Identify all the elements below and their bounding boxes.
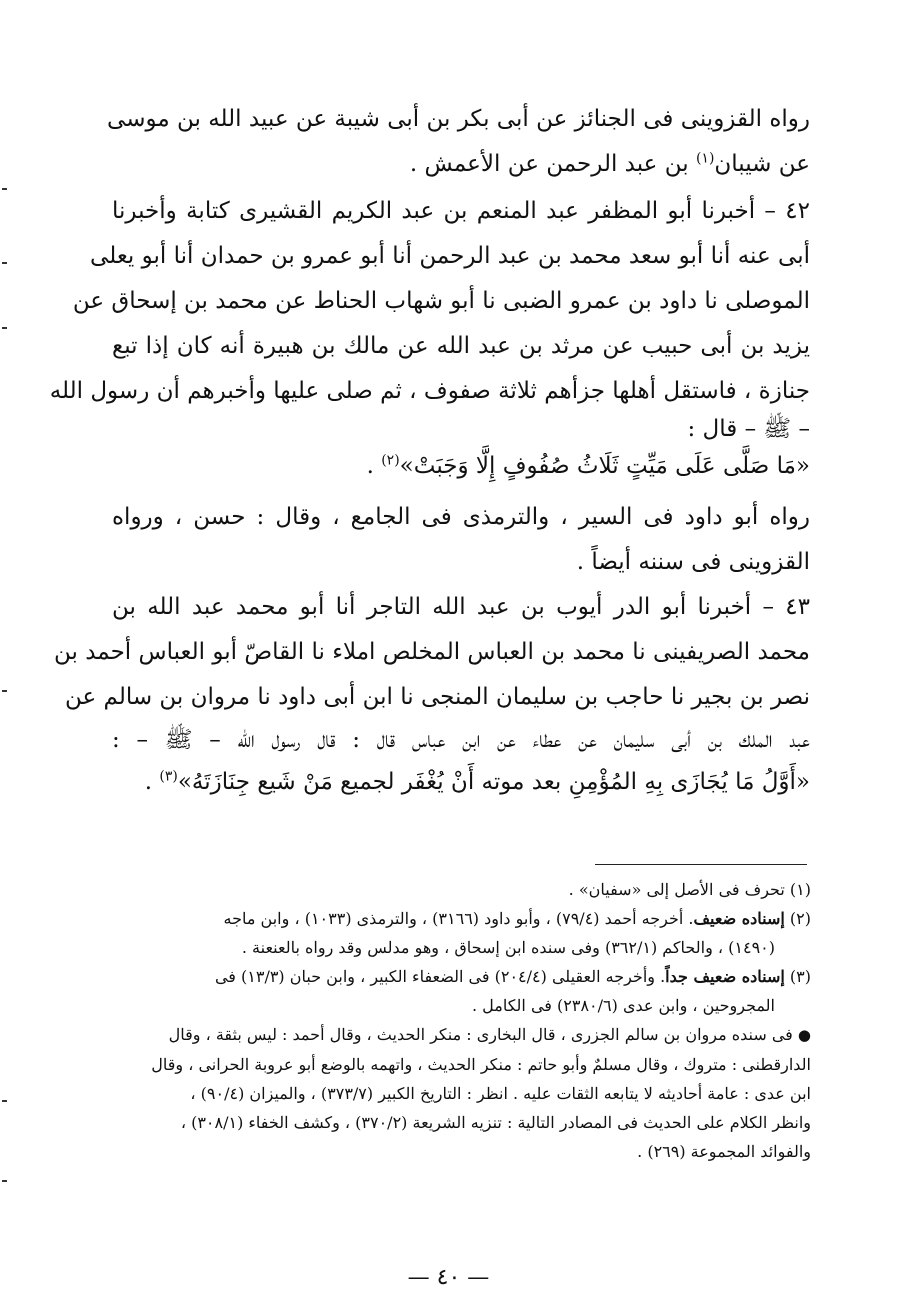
text-span: فى سنده مروان بن سالم الجزرى ، قال البخارى : منكر الحديث ، وقال أحمد : ليس بثقة ، وقال (168, 1025, 798, 1044)
text-line: نصر بن بجير نا حاجب بن سليمان المنجى نا ابن أبى داود نا مروان بن سالم عن (64, 684, 810, 710)
text-span: . أخرجه أحمد (٧٩/٤) ، وأبو داود (٣١٦٦) ، والترمذى (١٠٣٣) ، وابن ماجه (223, 909, 694, 928)
note-line: والفوائد المجموعة (٢٦٩) . (637, 1142, 811, 1161)
text-line: جنازة ، فاستقل أهلها جزأهم ثلاثة صفوف ، ثم صلى عليها وأخبرهم أن رسول الله (49, 378, 810, 404)
hadith-42 (49, 189, 810, 489)
note-line: الدارقطنى : متروك ، وقال مسلمٌ وأبو حاتم : منكر الحديث ، واتهمه بالوضع أبو عروبة الحرانى ، وقال (151, 1055, 811, 1074)
note-line: وانظر الكلام على الحديث فى المصادر التالية : تنزيه الشريعة (٣٧٠/٢) ، وكشف الخفاء (٣٠٨/١) ، (180, 1113, 811, 1132)
margin-mark (2, 690, 7, 692)
text-line: أبى عنه أنا أبو سعد محمد بن عبد الرحمن أنا أبو عمرو بن حمدان أنا أبو يعلى (90, 243, 810, 269)
grading-label: إسناده ضعيف (693, 909, 785, 928)
text-line: القزوينى فى سننه أيضاً . (576, 549, 810, 575)
footnote-number: (٢) (789, 909, 811, 928)
margin-mark (2, 1100, 7, 1102)
hadith-text (112, 760, 810, 805)
text-span: بن عبد الرحمن عن الأعمش . (409, 151, 696, 177)
page-number: — ٤٠ — (407, 1265, 490, 1290)
text-span: . (144, 769, 160, 795)
note-line: ابن عدى : عامة أحاديثه لا يتابعه الثقات عليه . انظر : التاريخ الكبير (٣٧٣/٧) ، والميزان (٩٠/٤) ، (190, 1084, 811, 1103)
hadith-quote: «مَا صَلَّى عَلَى مَيِّتٍ ثَلَاثُ صُفُوفٍ إِلَّا وَجَبَتْ» (399, 453, 810, 479)
text-line: – ﷺ – قال : (687, 416, 810, 442)
footnote-separator (595, 864, 807, 865)
paragraph-1 (107, 97, 810, 187)
bullet-icon: ● (797, 1026, 811, 1044)
footnote-1: (١) تحرف فى الأصل إلى «سفيان» . (568, 880, 811, 899)
footnotes (104, 875, 811, 1166)
text-line: الموصلى نا داود بن عمرو الضبى نا أبو شهاب الحناط عن محمد بن إسحاق عن (72, 288, 810, 314)
text-line: عبد الملك بن أبى سليمان عن عطاء عن ابن عباس قال : قال رسول الله – ﷺ – : (112, 727, 810, 753)
text-line: رواه أبو داود فى السير ، والترمذى فى الجامع ، وقال : حسن ، ورواه (112, 504, 810, 530)
footnote-2 (104, 904, 811, 933)
footnote-ref: (١) (695, 150, 715, 167)
grading-label: إسناده ضعيف جداً (665, 967, 785, 986)
text-line: ٤٢ – أخبرنا أبو المظفر عبد المنعم بن عبد الكريم القشيرى كتابة وأخبرنا (112, 198, 810, 224)
hadith-quote: «أَوَّلُ مَا يُجَازَى بِهِ المُؤْمِنِ بعد موته أَنْ يُغْفَر لجميع مَنْ شَيع جِنَازَتَهُ» (177, 769, 810, 795)
footnote-number: (٣) (789, 967, 811, 986)
margin-mark (2, 262, 7, 264)
text-line (112, 142, 810, 187)
text-line: رواه القزوينى فى الجنائز عن أبى بكر بن أبى شيبة عن عبيد الله بن موسى (107, 106, 810, 132)
margin-mark (2, 1180, 7, 1182)
footnote-ref: (٢) (381, 452, 400, 469)
footnote-3 (104, 962, 811, 991)
text-span: عن شيبان (714, 151, 810, 177)
text-span: . (366, 453, 382, 479)
text-line: ٤٣ – أخبرنا أبو الدر أيوب بن عبد الله التاجر أنا أبو محمد عبد الله بن (112, 594, 810, 620)
text-line: محمد الصريفينى نا محمد بن العباس المخلص املاء نا القاصّ أبو العباس أحمد بن (54, 639, 810, 665)
paragraph-3 (112, 495, 810, 585)
note-line (104, 1020, 811, 1050)
footnote-ref: (٣) (159, 768, 178, 785)
hadith-text (112, 444, 810, 489)
footnote-2-cont: (١٤٩٠) ، والحاكم (٣٦٢/١) وفى سنده ابن إسحاق ، وهو مدلس وقد رواه بالعنعنة . (241, 938, 775, 957)
hadith-43 (54, 585, 810, 805)
footnote-3-cont: المجروحين ، وابن عدى (٢٣٨٠/٦) فى الكامل . (471, 996, 775, 1015)
margin-mark (2, 188, 7, 190)
margin-mark (2, 327, 7, 329)
text-span: . وأخرجه العقيلى (٢٠٤/٤) فى الضعفاء الكبير ، وابن حبان (١٣/٣) فى (214, 967, 666, 986)
text-line: يزيد بن أبى حبيب عن مرثد بن عبد الله عن مالك بن هبيرة أنه كان إذا تبع (112, 333, 810, 359)
